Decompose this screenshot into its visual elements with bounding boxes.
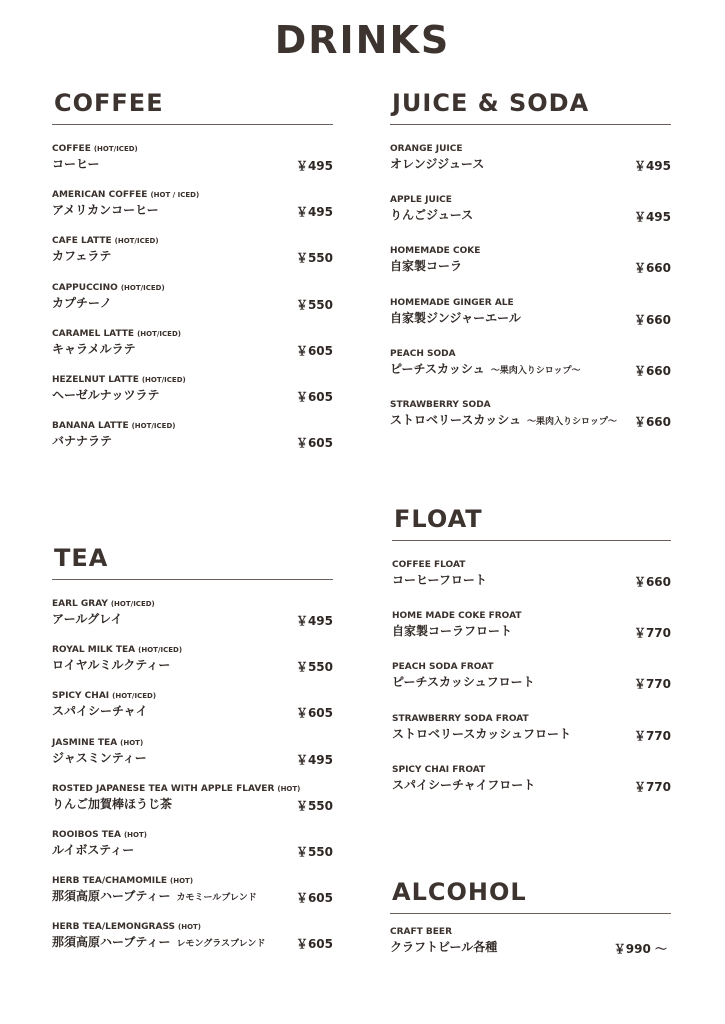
menu-item xyxy=(52,690,333,736)
item-english-name xyxy=(390,297,671,309)
item-japanese-name xyxy=(392,571,671,589)
item-japanese-label: アールグレイ xyxy=(52,612,123,626)
float-section xyxy=(392,504,671,815)
item-japanese-label: ピーチスカッシュフロート xyxy=(392,675,535,690)
item-japanese-label: カプチーノ xyxy=(52,295,112,310)
temperature-tag: (HOT/ICED) xyxy=(131,422,176,431)
menu-list xyxy=(390,926,671,972)
item-price: ￥660 xyxy=(633,414,671,429)
item-japanese-name xyxy=(52,294,333,312)
item-japanese-name xyxy=(392,725,671,743)
item-english-name xyxy=(52,921,333,933)
item-price: ￥660 xyxy=(633,575,671,589)
item-english-label: ROSTED JAPANESE TEA WITH APPLE FLAVER xyxy=(52,783,275,794)
menu-list xyxy=(52,598,333,968)
item-price: ￥495 xyxy=(295,614,333,628)
item-japanese-label: りんごジュース xyxy=(390,208,474,223)
item-price: ￥495 xyxy=(633,159,671,173)
item-english-name xyxy=(392,610,671,622)
item-english-name xyxy=(52,189,333,201)
item-japanese-label: ストロベリースカッシュ xyxy=(390,412,522,427)
menu-item xyxy=(392,764,671,815)
item-price: ￥605 xyxy=(295,389,333,404)
item-japanese-name xyxy=(52,201,333,219)
item-japanese-label: クラフトビール各種 xyxy=(390,940,498,954)
menu-item xyxy=(52,737,333,783)
temperature-tag: (HOT/ICED) xyxy=(138,646,183,655)
item-japanese-label: 那須高原ハーブティー xyxy=(52,935,171,950)
menu-item xyxy=(52,282,333,328)
item-price: ￥550 xyxy=(295,844,333,859)
item-english-label: HEZELNUT LATTE xyxy=(52,374,139,385)
menu-item xyxy=(52,644,333,690)
item-english-name xyxy=(392,713,671,725)
item-english-name xyxy=(52,690,333,702)
item-english-label: ROYAL MILK TEA xyxy=(52,645,136,656)
item-english-name xyxy=(390,399,671,411)
menu-item xyxy=(52,143,333,189)
item-japanese-label: コーヒー xyxy=(52,157,100,171)
temperature-tag: (HOT/ICED) xyxy=(141,375,186,384)
item-japanese-label: スパイシーチャイ xyxy=(52,704,148,719)
item-japanese-label: カフェラテ xyxy=(52,249,112,264)
item-japanese-name xyxy=(52,702,333,720)
item-japanese-label: スパイシーチャイフロート xyxy=(392,777,536,792)
item-english-name xyxy=(52,420,333,432)
item-price: ￥550 xyxy=(295,660,333,675)
item-price: ￥495 xyxy=(295,752,333,767)
item-english-label: STRAWBERRY SODA FROAT xyxy=(392,713,529,724)
item-japanese-name xyxy=(390,309,671,327)
menu-item xyxy=(52,189,333,235)
section-heading: ALCOHOL xyxy=(392,878,527,906)
item-english-name xyxy=(52,875,333,887)
item-english-label: ROOIBOS TEA xyxy=(52,829,121,840)
item-price: ￥495 xyxy=(295,205,333,220)
item-english-label: PEACH SODA FROAT xyxy=(392,662,494,673)
section-heading: FLOAT xyxy=(394,505,483,533)
item-japanese-label: ピーチスカッシュ xyxy=(390,361,485,376)
item-price: ￥660 xyxy=(633,312,671,327)
item-japanese-name xyxy=(52,749,333,767)
item-japanese-name xyxy=(52,610,333,628)
item-english-name xyxy=(392,764,671,776)
tea-section xyxy=(52,543,333,968)
item-japanese-name xyxy=(52,795,333,813)
menu-item xyxy=(52,829,333,875)
item-english-label: COFFEE xyxy=(52,144,91,154)
item-english-label: AMERICAN COFFEE xyxy=(52,190,148,201)
item-japanese-name xyxy=(52,432,333,450)
menu-item xyxy=(52,875,333,921)
menu-item xyxy=(390,143,671,194)
temperature-tag: (HOT) xyxy=(178,923,201,932)
item-price: ￥550 xyxy=(295,251,333,266)
menu-list xyxy=(52,143,333,466)
item-japanese-label: 自家製コーラフロート xyxy=(392,624,513,639)
menu-item xyxy=(390,297,671,348)
item-japanese-label: ルイボスティー xyxy=(52,842,135,857)
item-english-label: CAFE LATTE xyxy=(52,236,112,247)
item-english-name xyxy=(52,644,333,656)
item-price: ￥605 xyxy=(295,891,333,906)
section-heading: TEA xyxy=(54,544,109,572)
temperature-tag: (HOT) xyxy=(123,830,147,839)
temperature-tag: (HOT/ICED) xyxy=(120,283,165,292)
item-price: ￥770 xyxy=(633,728,671,743)
item-japanese-label: ジャスミンティー xyxy=(52,750,147,765)
section-divider xyxy=(52,579,333,580)
item-price: ￥550 xyxy=(295,798,333,813)
item-japanese-name xyxy=(392,776,671,794)
item-japanese-label: 那須高原ハーブティー xyxy=(52,889,171,904)
menu-item xyxy=(52,783,333,829)
section-divider xyxy=(390,124,671,125)
item-japanese-name xyxy=(392,622,671,640)
item-japanese-name xyxy=(52,841,333,859)
item-english-label: APPLE JUICE xyxy=(390,195,452,206)
page-title: DRINKS xyxy=(274,18,451,62)
temperature-tag: (HOT) xyxy=(277,784,301,793)
item-price: ￥495 xyxy=(633,210,671,225)
menu-item xyxy=(52,374,333,420)
menu-item xyxy=(390,348,671,399)
item-english-name xyxy=(390,926,671,938)
item-english-name xyxy=(52,598,333,610)
item-english-label: JASMINE TEA xyxy=(52,737,118,748)
item-english-label: ORANGE JUICE xyxy=(390,144,463,154)
item-english-name xyxy=(392,559,671,571)
item-japanese-name xyxy=(390,206,671,224)
item-english-label: CAPPUCCINO xyxy=(52,282,118,293)
item-price: ￥605 xyxy=(295,706,333,721)
item-japanese-label: オレンジジュース xyxy=(390,157,485,171)
item-english-name xyxy=(390,245,671,257)
item-japanese-label: 自家製コーラ xyxy=(390,259,463,274)
item-price: ￥770 xyxy=(633,779,671,794)
menu-item xyxy=(52,328,333,374)
item-english-name xyxy=(390,194,671,206)
item-japanese-label: アメリカンコーヒー xyxy=(52,203,159,218)
item-english-name xyxy=(52,328,333,340)
item-price: ￥550 xyxy=(295,297,333,312)
item-english-label: EARL GRAY xyxy=(52,599,108,609)
item-price: ￥495 xyxy=(295,159,333,173)
menu-item xyxy=(52,235,333,281)
item-english-label: STRAWBERRY SODA xyxy=(390,399,491,410)
item-japanese-name xyxy=(390,411,671,431)
item-english-label: SPICY CHAI FROAT xyxy=(392,764,486,775)
item-english-label: PEACH SODA xyxy=(390,348,456,359)
section-heading: JUICE & SODA xyxy=(392,89,590,117)
alcohol-section xyxy=(390,877,671,972)
item-japanese-label: バナナラテ xyxy=(52,434,113,449)
section-divider xyxy=(390,913,671,914)
item-japanese-name xyxy=(52,247,333,265)
temperature-tag: (HOT) xyxy=(170,877,194,886)
menu-item xyxy=(390,194,671,245)
item-english-name xyxy=(390,348,671,360)
item-english-name xyxy=(392,661,671,673)
temperature-tag: (HOT/ICED) xyxy=(114,237,159,246)
item-english-label: COFFEE FLOAT xyxy=(392,560,466,570)
item-price: ￥990 〜 xyxy=(613,942,667,956)
item-japanese-name xyxy=(390,155,671,173)
item-japanese-name xyxy=(52,933,333,953)
item-japanese-label: ヘーゼルナッツラテ xyxy=(52,387,160,402)
item-english-label: SPICY CHAI xyxy=(52,691,110,702)
menu-item xyxy=(390,399,671,450)
temperature-tag: (HOT/ICED) xyxy=(137,329,181,338)
temperature-tag: (HOT/ICED) xyxy=(93,145,138,153)
item-japanese-name xyxy=(392,673,671,691)
item-price: ￥660 xyxy=(633,363,671,378)
item-english-name xyxy=(52,783,333,795)
temperature-tag: (HOT / ICED) xyxy=(150,191,200,200)
item-english-label: CRAFT BEER xyxy=(390,927,453,937)
item-price: ￥660 xyxy=(633,261,671,276)
item-english-label: CARAMEL LATTE xyxy=(52,328,135,339)
item-japanese-name xyxy=(52,340,333,358)
temperature-tag: (HOT/ICED) xyxy=(110,600,155,608)
menu-list xyxy=(390,143,671,450)
item-japanese-name xyxy=(390,360,671,380)
temperature-tag: (HOT/ICED) xyxy=(112,692,157,701)
item-english-label: BANANA LATTE xyxy=(52,421,129,432)
item-price: ￥605 xyxy=(295,937,333,952)
item-english-label: HOMEMADE GINGER ALE xyxy=(390,297,514,308)
item-japanese-name xyxy=(52,386,333,404)
item-english-name xyxy=(52,374,333,386)
item-price: ￥605 xyxy=(295,343,333,358)
item-japanese-name xyxy=(52,887,333,907)
item-japanese-name xyxy=(390,257,671,275)
item-english-name xyxy=(52,282,333,294)
menu-item xyxy=(392,661,671,712)
item-price: ￥605 xyxy=(295,436,333,451)
item-price: ￥770 xyxy=(633,626,671,641)
item-english-name xyxy=(52,829,333,841)
menu-item xyxy=(52,921,333,967)
item-english-label: HERB TEA/CHAMOMILE xyxy=(52,876,168,887)
section-heading: COFFEE xyxy=(54,89,164,117)
item-japanese-name xyxy=(52,656,333,674)
temperature-tag: (HOT) xyxy=(120,738,144,747)
item-note: カモミールブレンド xyxy=(176,893,257,904)
item-japanese-name xyxy=(52,155,333,173)
item-japanese-label: りんご加賀棒ほうじ茶 xyxy=(52,796,173,811)
coffee-section xyxy=(52,88,333,466)
menu-item xyxy=(392,610,671,661)
section-divider xyxy=(392,540,671,541)
item-japanese-label: ロイヤルミルクティー xyxy=(52,658,171,673)
item-english-label: HERB TEA/LEMONGRASS xyxy=(52,922,176,933)
menu-item xyxy=(392,559,671,610)
menu-item xyxy=(390,926,671,972)
item-note: 〜果肉入りシロップ〜 xyxy=(490,365,581,376)
item-english-name xyxy=(52,235,333,247)
item-english-label: HOME MADE COKE FROAT xyxy=(392,611,522,622)
menu-list xyxy=(392,559,671,815)
item-japanese-label: コーヒーフロート xyxy=(392,573,487,587)
item-english-name xyxy=(52,737,333,749)
juice-soda-section xyxy=(390,88,671,450)
item-japanese-label: ストロベリースカッシュフロート xyxy=(392,726,572,741)
item-english-name xyxy=(390,143,671,155)
item-japanese-label: キャラメルラテ xyxy=(52,341,136,356)
item-note: レモングラスブレンド xyxy=(176,939,266,950)
menu-item xyxy=(52,598,333,644)
item-japanese-label: 自家製ジンジャーエール xyxy=(390,310,521,325)
item-price: ￥770 xyxy=(633,677,671,692)
item-note: 〜果肉入りシロップ〜 xyxy=(527,416,617,427)
item-english-label: HOMEMADE COKE xyxy=(390,246,481,257)
item-english-name xyxy=(52,143,333,155)
menu-item xyxy=(390,245,671,296)
section-divider xyxy=(52,124,333,125)
menu-item xyxy=(52,420,333,466)
menu-item xyxy=(392,713,671,764)
